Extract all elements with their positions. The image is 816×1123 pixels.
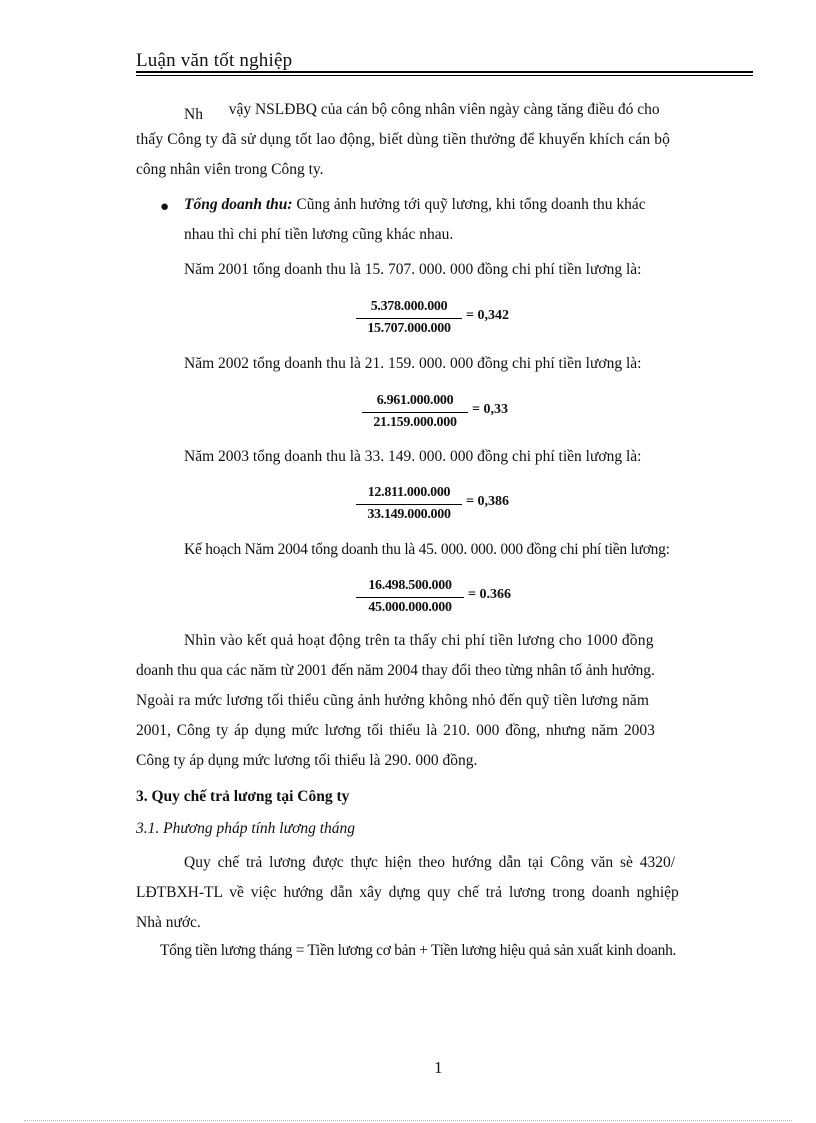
para2-line4: 2001, Công ty áp dụng mức lương tối thiểu là 210. 000 đồng, nhưng năm 2003 xyxy=(136,722,655,739)
fraction-bar xyxy=(356,318,462,319)
bullet-line2: nhau thì chi phí tiền lương cũng khác nhau. xyxy=(184,226,454,243)
para2-line3: Ngoài ra mức lương tối thiểu cũng ảnh hưởng không nhỏ đến quỹ tiền lương năm xyxy=(136,692,650,709)
numerator: 12.811.000.000 xyxy=(367,485,451,500)
denominator: 45.000.000.000 xyxy=(368,600,452,615)
para1-line3: công nhân viên trong Công ty. xyxy=(136,161,324,178)
page-number: 1 xyxy=(434,1058,443,1077)
header-rule xyxy=(136,71,753,73)
bullet-term: Tổng doanh thu: xyxy=(184,196,293,213)
year-2003-text: Năm 2003 tổng doanh thu là 33. 149. 000. 000 đồng chi phí tiền lương là: xyxy=(184,448,642,465)
denominator: 21.159.000.000 xyxy=(373,415,457,430)
year-2002-text: Năm 2002 tổng doanh thu là 21. 159. 000. 000 đồng chi phí tiền lương là: xyxy=(184,355,642,372)
result: = 0,386 xyxy=(466,494,509,509)
numerator: 5.378.000.000 xyxy=(370,299,448,314)
fraction-2004 xyxy=(356,578,511,616)
fraction-2003 xyxy=(356,485,509,523)
result: = 0,342 xyxy=(466,308,509,323)
salary-formula: Tổng tiền lương tháng = Tiền lương cơ bản + Tiền lương hiệu quả sản xuất kinh doanh. xyxy=(160,942,677,959)
section-3-heading: 3. Quy chế trả lương tại Công ty xyxy=(136,788,350,805)
numerator: 16.498.500.000 xyxy=(368,578,452,593)
para2-line1: Nhìn vào kết quả hoạt động trên ta thấy chi phí tiền lương cho 1000 đồng xyxy=(184,632,654,649)
para1-line1 xyxy=(184,101,660,123)
fraction-2002 xyxy=(362,393,508,431)
numerator: 6.961.000.000 xyxy=(376,393,454,408)
fraction-bar xyxy=(356,597,464,598)
denominator: 33.149.000.000 xyxy=(367,507,451,522)
para2-line5: Công ty áp dụng mức lương tối thiểu là 290. 000 đồng. xyxy=(136,752,478,769)
para1-start: Nh xyxy=(184,106,203,123)
year-2001-text: Năm 2001 tổng doanh thu là 15. 707. 000. 000 đồng chi phí tiền lương là: xyxy=(184,261,642,278)
para3-line1: Quy chế trả lương được thực hiện theo hướng dẫn tại Công văn sè 4320/ xyxy=(184,854,676,871)
fraction-bar xyxy=(362,412,468,413)
page-border xyxy=(24,1120,792,1121)
para1-rest: vậy NSLĐBQ của cán bộ công nhân viên ngày càng tăng điều đó cho xyxy=(228,101,660,118)
fraction-bar xyxy=(356,504,462,505)
para3-line3: Nhà nước. xyxy=(136,914,201,931)
denominator: 15.707.000.000 xyxy=(367,321,451,336)
header-rule-thin xyxy=(136,75,753,76)
para2-line2: doanh thu qua các năm từ 2001 đến năm 2004 thay đổi theo từng nhân tố ảnh hưởng. xyxy=(136,662,655,679)
fraction-2001 xyxy=(356,299,509,337)
bullet-rest: Cũng ảnh hưởng tới quỹ lương, khi tổng doanh thu khác xyxy=(292,196,646,213)
para3-line2: LĐTBXH-TL về việc hướng dẫn xây dựng quy chế trả lương trong doanh nghiệp xyxy=(136,884,679,901)
result: = 0.366 xyxy=(468,587,511,602)
para1-line2: thấy Công ty đã sử dụng tốt lao động, biết dùng tiền thưởng để khuyến khích cán bộ xyxy=(136,131,671,148)
running-header: Luận văn tốt nghiệp xyxy=(136,50,293,71)
bullet-line1 xyxy=(184,196,646,214)
result: = 0,33 xyxy=(472,402,508,417)
year-2004-text: Kế hoạch Năm 2004 tổng doanh thu là 45. 000. 000. 000 đồng chi phí tiền lương: xyxy=(184,541,670,558)
bullet-icon: ● xyxy=(160,199,170,215)
section-3-1-heading: 3.1. Phương pháp tính lương tháng xyxy=(136,820,356,837)
